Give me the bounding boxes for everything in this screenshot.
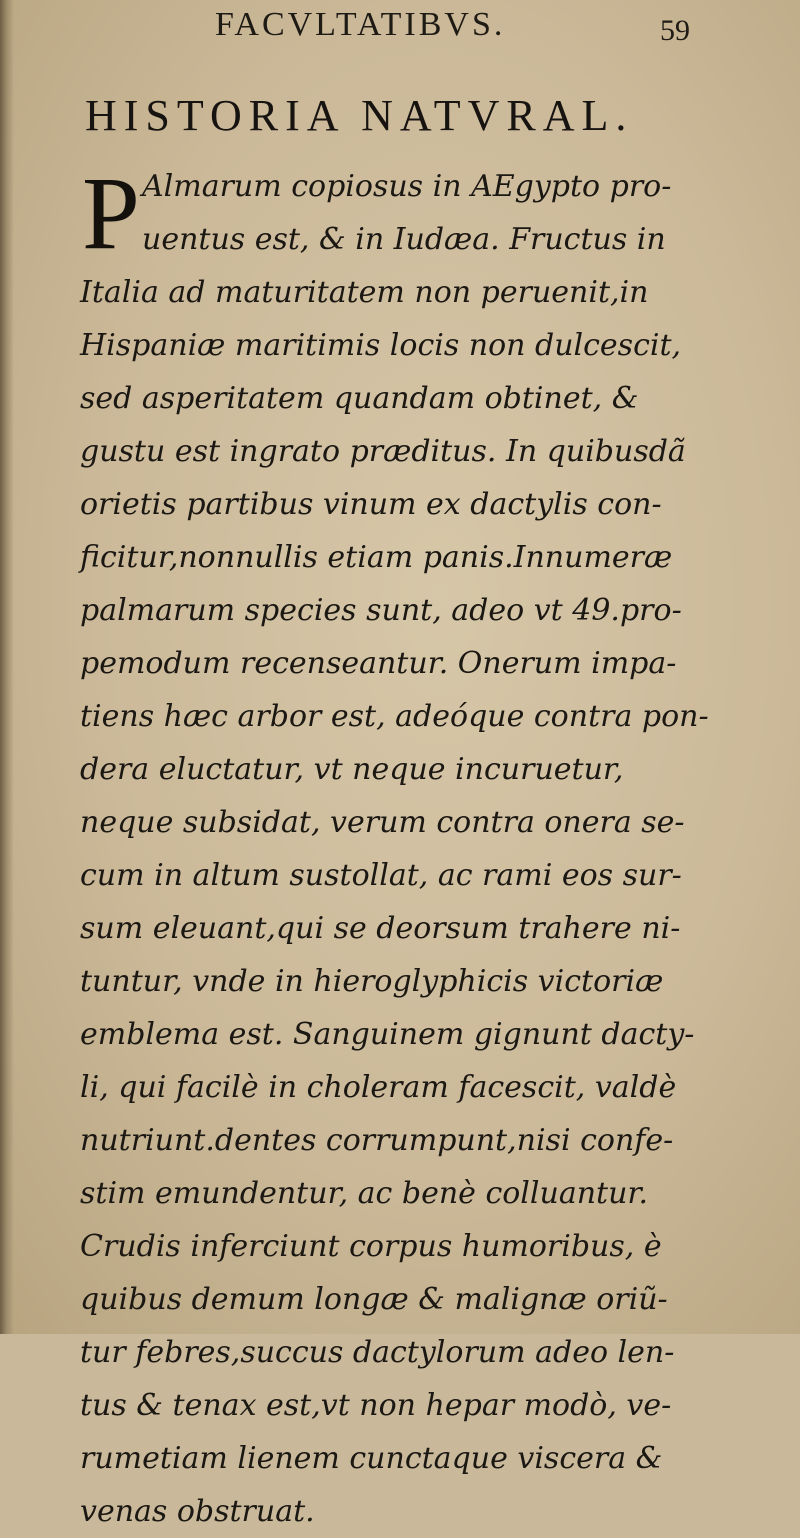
binding-edge <box>0 0 14 1334</box>
text-line: ficitur,nonnullis etiam panis.Innumeræ <box>80 540 673 575</box>
section-title: HISTORIA NATVRAL. <box>85 91 634 140</box>
page-number: 59 <box>660 14 690 47</box>
text-line: Hispaniæ maritimis locis non dulcescit, <box>80 328 682 363</box>
text-line: Crudis inferciunt corpus humoribus, è <box>80 1229 662 1264</box>
text-line: stim emundentur, ac benè colluantur. <box>80 1176 648 1211</box>
text-line: rumetiam lienem cunctaque viscera & <box>80 1441 663 1476</box>
text-line: pemodum recenseantur. Onerum impa- <box>80 646 677 681</box>
text-line: sed asperitatem quandam obtinet, & <box>80 381 639 416</box>
text-line: nutriunt.dentes corrumpunt,nisi confe- <box>80 1123 674 1158</box>
text-line: sum eleuant,qui se deorsum trahere ni- <box>80 911 681 946</box>
text-line: neque subsidat, verum contra onera se- <box>80 805 685 840</box>
running-head: FACVLTATIBVS. <box>215 6 506 43</box>
text-line: quibus demum longæ & malignæ oriũ- <box>80 1282 668 1317</box>
text-line: uentus est, & in Iudæa. Fructus in <box>142 222 666 257</box>
text-line: tus & tenax est,vt non hepar modò, ve- <box>80 1388 672 1423</box>
text-line: emblema est. Sanguinem gignunt dacty- <box>80 1017 695 1052</box>
text-line: venas obstruat. <box>80 1494 315 1529</box>
text-line: dera eluctatur, vt neque incuruetur, <box>80 752 624 787</box>
text-line: cum in altum sustollat, ac rami eos sur- <box>80 858 682 893</box>
text-line: Italia ad maturitatem non peruenit,in <box>80 275 649 310</box>
text-line: palmarum species sunt, adeo vt 49.pro- <box>80 593 682 628</box>
text-line: Almarum copiosus in AEgypto pro- <box>142 169 672 204</box>
text-line: gustu est ingrato præditus. In quibusdã <box>80 434 686 469</box>
text-line: orietis partibus vinum ex dactylis con- <box>80 487 662 522</box>
text-line: tiens hæc arbor est, adeóque contra pon- <box>80 699 709 734</box>
drop-cap: P <box>82 156 140 271</box>
body-text <box>80 156 730 1538</box>
text-line: tur febres,succus dactylorum adeo len- <box>80 1335 675 1370</box>
text-line: li, qui facilè in choleram facescit, valdè <box>80 1070 677 1105</box>
text-line: tuntur, vnde in hieroglyphicis victoriæ <box>80 964 664 999</box>
